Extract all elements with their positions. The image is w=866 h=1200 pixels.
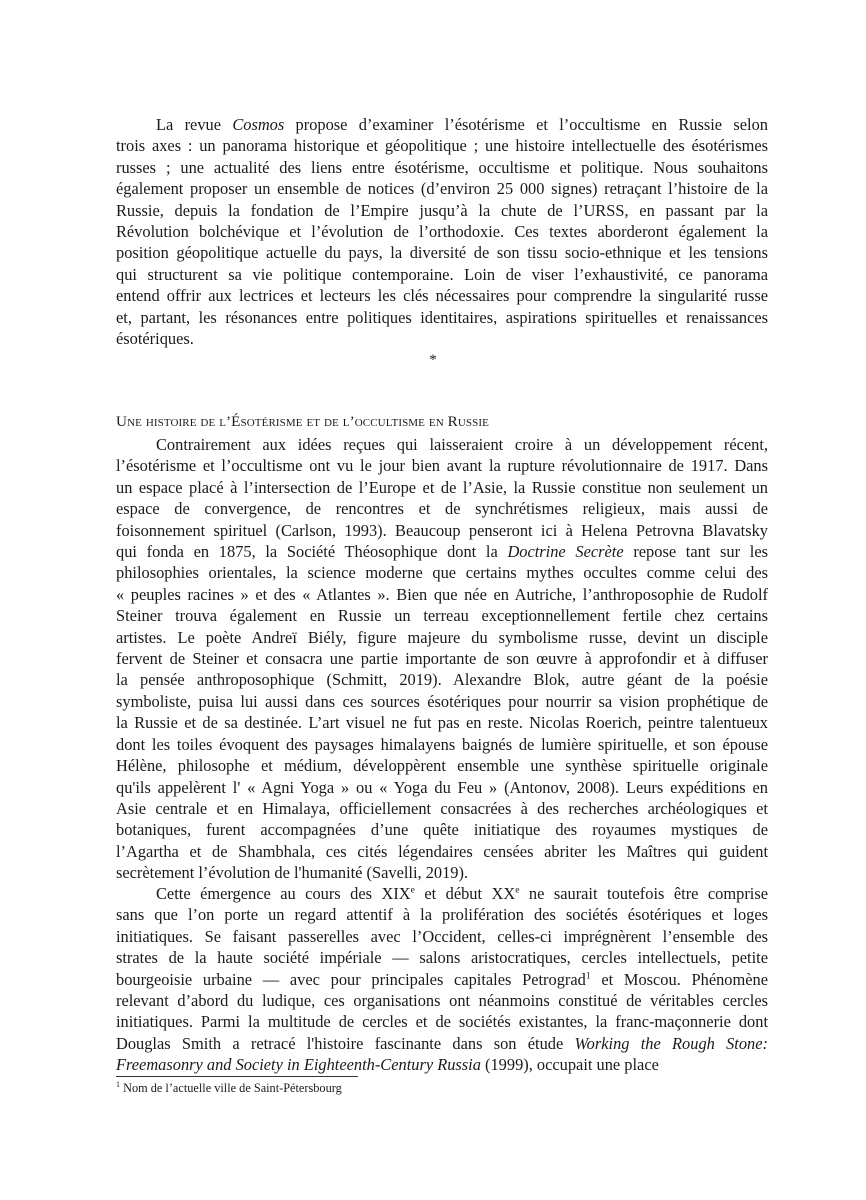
text-line bbox=[116, 605, 768, 626]
text-run: bourgeoisie urbaine — avec pour principales capitales Petrograd bbox=[116, 969, 586, 989]
section-heading: Une histoire de l’Ésotérisme et de l’occultisme en Russie bbox=[116, 413, 489, 430]
text-run: sans que l’on porte un regard attentif à la prolifération des sociétés ésotériques et loges bbox=[116, 905, 768, 925]
text-run: qui structurent sa vie politique contemporaine. Loin de viser l’exhaustivité, ce panorama bbox=[116, 264, 768, 284]
text-line bbox=[116, 883, 768, 904]
text-run: ne saurait toutefois être comprise bbox=[519, 884, 768, 903]
text-run: trois axes : un panorama historique et géopolitique ; une histoire intellectuelle des ésotérismes bbox=[116, 136, 768, 156]
text-run: secrètement l’évolution de l'humanité (Savelli, 2019). bbox=[116, 863, 469, 883]
text-run: artistes. Le poète Andreï Biély, figure majeure du symbolisme russe, devint un disciple bbox=[116, 627, 768, 647]
text-line bbox=[116, 926, 768, 947]
text-line bbox=[116, 904, 768, 925]
text-run: symboliste, puisa lui aussi dans ces sources ésotériques pour nourrir sa vision prophétique de bbox=[116, 691, 768, 711]
text-line bbox=[116, 328, 768, 349]
text-run: espace de convergence, de rencontres et de synchrétismes religieux, mais aussi de bbox=[116, 499, 768, 519]
text-run: la pensée anthroposophique (Schmitt, 2019). Alexandre Blok, autre géant de la poésie bbox=[116, 670, 768, 690]
text-line bbox=[116, 200, 768, 221]
text-line bbox=[116, 157, 768, 178]
text-run: La revue bbox=[156, 115, 233, 134]
text-line bbox=[116, 798, 768, 819]
section-separator: * bbox=[429, 352, 437, 368]
text-line bbox=[116, 819, 768, 840]
text-run: un espace placé à l’intersection de l’Europe et de l’Asie, la Russie constitue non seulement un bbox=[116, 477, 768, 497]
text-line bbox=[116, 691, 768, 712]
superscript: 1 bbox=[585, 971, 591, 982]
text-line bbox=[116, 307, 768, 328]
text-line bbox=[116, 777, 768, 798]
italic-title: Cosmos bbox=[232, 115, 285, 134]
text-line bbox=[116, 755, 768, 776]
text-run: russes ; une actualité des liens entre ésotérisme, occultisme et politique. Nous souhaitons bbox=[116, 157, 768, 177]
text-line bbox=[116, 264, 768, 285]
text-line bbox=[116, 1033, 768, 1054]
text-run: strates de la haute société impériale — salons aristocratiques, cercles intellectuels, petite bbox=[116, 948, 768, 968]
text-line bbox=[116, 114, 768, 135]
text-run: repose tant sur les bbox=[623, 542, 768, 562]
history-paragraph bbox=[116, 434, 768, 884]
text-run: Cette émergence au cours des XIX bbox=[156, 884, 411, 903]
text-run: entend offrir aux lectrices et lecteurs les clés nécessaires pour comprendre la singularité russe bbox=[116, 286, 768, 306]
text-run: Contrairement aux idées reçues qui laisseraient croire à un développement récent, bbox=[156, 435, 768, 454]
text-line bbox=[116, 669, 768, 690]
text-line bbox=[116, 648, 768, 669]
text-run: botaniques, furent accompagnées d’une quête initiatique des royaumes mystiques de bbox=[116, 820, 768, 840]
societies-paragraph bbox=[116, 883, 768, 1076]
text-line bbox=[116, 584, 768, 605]
text-line bbox=[116, 477, 768, 498]
text-run: Douglas Smith a retracé l'histoire fascinante dans son étude bbox=[116, 1033, 575, 1053]
text-line bbox=[116, 541, 768, 562]
text-run: initiatiques. Se faisant passerelles avec l’Occident, celles-ci imprégnèrent l’ensemble des bbox=[116, 926, 768, 946]
text-run: et Moscou. Phénomène bbox=[590, 969, 768, 989]
italic-title: Doctrine Secrète bbox=[507, 542, 624, 562]
text-line bbox=[116, 562, 768, 583]
text-line bbox=[116, 1011, 768, 1032]
text-line bbox=[116, 627, 768, 648]
text-run: (1999), occupait une place bbox=[480, 1055, 659, 1075]
text-line bbox=[116, 862, 768, 883]
text-run: Hélène, philosophe et médium, développèrent ensemble une synthèse spirituelle originale bbox=[116, 756, 768, 776]
text-run: relevant d’abord du ludique, ces organisations ont néanmoins constitué de véritables cercles bbox=[116, 991, 768, 1011]
text-run: qui fonda en 1875, la Société Théosophique dont la bbox=[116, 542, 508, 562]
text-line bbox=[116, 947, 768, 968]
text-run: Révolution bolchévique et l’évolution de l’orthodoxie. Ces textes aborderont également la bbox=[116, 222, 768, 242]
text-run: philosophies orientales, la science moderne que certains mythes occultes comme celui des bbox=[116, 563, 768, 583]
italic-title: Freemasonry and Society in Eighteenth-Century Russia bbox=[116, 1055, 481, 1075]
text-run: également proposer un ensemble de notices (d’environ 25 000 signes) retraçant l’histoire de la bbox=[116, 179, 768, 199]
text-line bbox=[116, 434, 768, 455]
footnote-text: Nom de l’actuelle ville de Saint-Pétersbourg bbox=[120, 1081, 342, 1095]
text-run: et début XX bbox=[414, 884, 516, 903]
text-line bbox=[116, 1054, 768, 1075]
text-run: Russie, depuis la fondation de l’Empire jusqu’à la chute de l’URSS, en passant par la bbox=[116, 200, 768, 220]
text-run: position géopolitique actuelle du pays, la diversité de son tissu socio-ethnique et les tensions bbox=[116, 243, 768, 263]
text-line bbox=[116, 520, 768, 541]
text-run: propose d’examiner l’ésotérisme et l’occultisme en Russie selon bbox=[284, 115, 768, 134]
text-run: la Russie et de sa destinée. L’art visuel ne fut pas en reste. Nicolas Roerich, peintre talentueux bbox=[116, 713, 768, 733]
text-line bbox=[116, 498, 768, 519]
text-run: initiatiques. Parmi la multitude de cercles et de sociétés existantes, la franc-maçonnerie dont bbox=[116, 1012, 768, 1032]
text-run: et, partant, les résonances entre politiques identitaires, aspirations spirituelles et renaissances bbox=[116, 307, 768, 327]
text-run: Asie centrale et en Himalaya, officiellement consacrées à des recherches archéologiques et bbox=[116, 798, 768, 818]
text-run: Steiner trouva également en Russie un terreau exceptionnellement fertile chez certains bbox=[116, 606, 768, 626]
text-line bbox=[116, 135, 768, 156]
text-line bbox=[116, 841, 768, 862]
text-run: dont les toiles évoquent des paysages himalayens baignés de lumière spirituelle, et son épouse bbox=[116, 734, 768, 754]
footnote-rule bbox=[116, 1076, 358, 1077]
text-line bbox=[116, 990, 768, 1011]
superscript: e bbox=[515, 885, 520, 896]
text-run: fervent de Steiner et consacra une partie importante de son œuvre à approfondir et à diffuser bbox=[116, 649, 768, 669]
text-line bbox=[116, 969, 768, 990]
text-line bbox=[116, 734, 768, 755]
text-line bbox=[116, 178, 768, 199]
text-line bbox=[116, 242, 768, 263]
intro-paragraph bbox=[116, 114, 768, 349]
text-line bbox=[116, 285, 768, 306]
text-run: foisonnement spirituel (Carlson, 1993). Beaucoup penseront ici à Helena Petrovna Blavatsky bbox=[116, 520, 768, 540]
footnote-number: 1 bbox=[116, 1079, 120, 1089]
text-run: « peuples racines » et des « Atlantes ». Bien que née en Autriche, l’anthroposophie de Rudolf bbox=[116, 584, 768, 604]
text-run: l’Agartha et de Shambhala, ces cités légendaires censées abriter les Maîtres qui guident bbox=[116, 841, 768, 861]
text-run: ésotériques. bbox=[116, 329, 194, 349]
superscript: e bbox=[410, 885, 415, 896]
text-run: qu'ils appelèrent l' « Agni Yoga » ou « Yoga du Feu » (Antonov, 2008). Leurs expéditions en bbox=[116, 777, 768, 797]
text-run: l’ésotérisme et l’occultisme ont vu le jour bien avant la rupture révolutionnaire de 1917. Dans bbox=[116, 456, 768, 476]
italic-title: Working the Rough Stone: bbox=[574, 1033, 768, 1053]
text-line bbox=[116, 455, 768, 476]
footnote bbox=[116, 1080, 342, 1096]
text-line bbox=[116, 221, 768, 242]
text-line bbox=[116, 712, 768, 733]
